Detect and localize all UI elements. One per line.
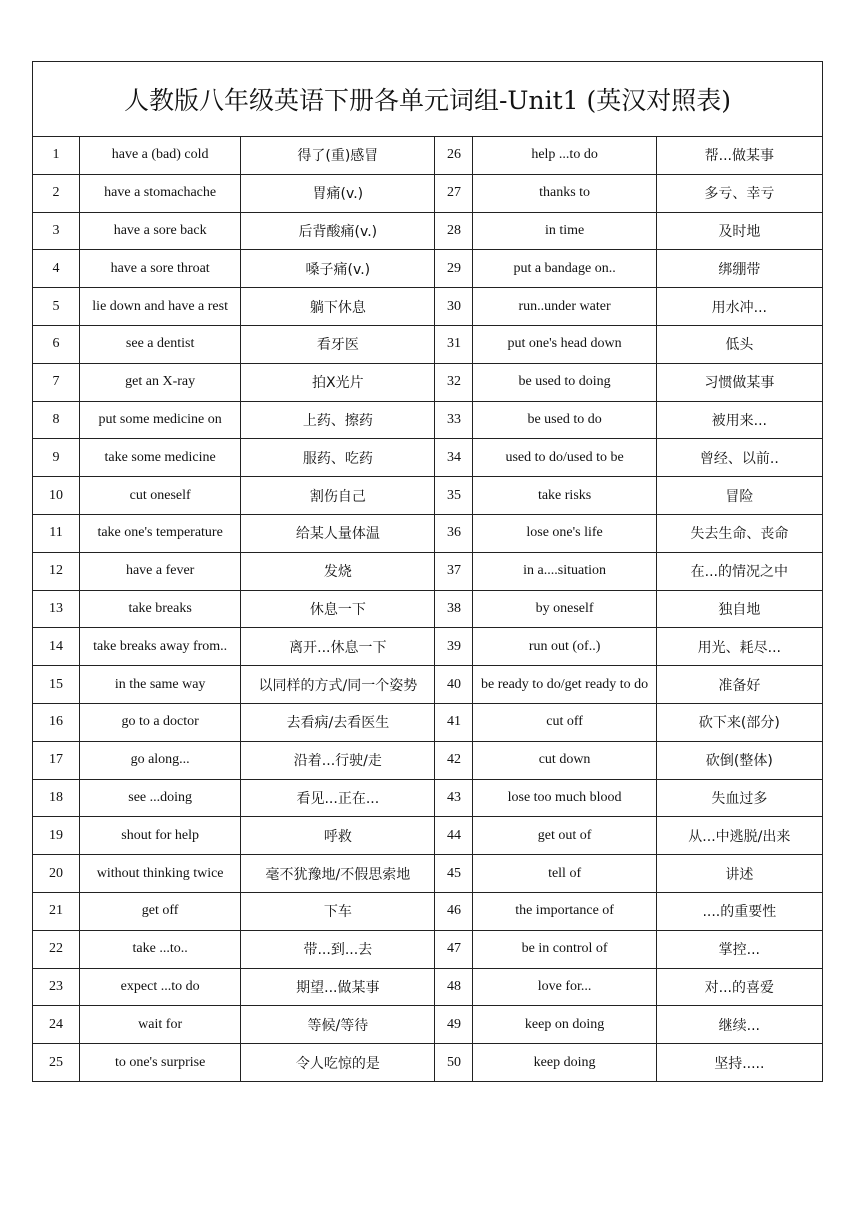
table-row bbox=[33, 212, 823, 250]
chinese-meaning-left: 下车 bbox=[241, 892, 435, 930]
row-number-left: 15 bbox=[33, 666, 80, 704]
english-phrase-right: by oneself bbox=[473, 590, 656, 628]
table-row bbox=[33, 401, 823, 439]
table-row bbox=[33, 174, 823, 212]
english-phrase-right: keep doing bbox=[473, 1044, 656, 1082]
english-phrase-right: get out of bbox=[473, 817, 656, 855]
english-phrase-left: wait for bbox=[80, 1006, 241, 1044]
chinese-meaning-right: 砍倒(整体) bbox=[656, 741, 822, 779]
english-phrase-right: lose one's life bbox=[473, 514, 656, 552]
table-row bbox=[33, 741, 823, 779]
english-phrase-right: run..under water bbox=[473, 288, 656, 326]
row-number-right: 33 bbox=[435, 401, 473, 439]
row-number-right: 40 bbox=[435, 666, 473, 704]
table-row bbox=[33, 666, 823, 704]
english-phrase-right: put one's head down bbox=[473, 325, 656, 363]
chinese-meaning-right: 用光、耗尽... bbox=[656, 628, 822, 666]
chinese-meaning-left: 沿着...行驶/走 bbox=[241, 741, 435, 779]
chinese-meaning-right: 在...的情况之中 bbox=[656, 552, 822, 590]
english-phrase-left: have a stomachache bbox=[80, 174, 241, 212]
chinese-meaning-right: 独自地 bbox=[656, 590, 822, 628]
row-number-left: 24 bbox=[33, 1006, 80, 1044]
english-phrase-right: thanks to bbox=[473, 174, 656, 212]
row-number-left: 10 bbox=[33, 477, 80, 515]
row-number-left: 23 bbox=[33, 968, 80, 1006]
row-number-right: 31 bbox=[435, 325, 473, 363]
row-number-left: 5 bbox=[33, 288, 80, 326]
english-phrase-right: run out (of..) bbox=[473, 628, 656, 666]
row-number-right: 49 bbox=[435, 1006, 473, 1044]
chinese-meaning-left: 令人吃惊的是 bbox=[241, 1044, 435, 1082]
chinese-meaning-left: 呼救 bbox=[241, 817, 435, 855]
english-phrase-right: love for... bbox=[473, 968, 656, 1006]
table-row bbox=[33, 779, 823, 817]
english-phrase-left: without thinking twice bbox=[80, 855, 241, 893]
chinese-meaning-right: 低头 bbox=[656, 325, 822, 363]
english-phrase-right: help ...to do bbox=[473, 137, 656, 175]
chinese-meaning-left: 期望...做某事 bbox=[241, 968, 435, 1006]
row-number-left: 11 bbox=[33, 514, 80, 552]
english-phrase-left: take ...to.. bbox=[80, 930, 241, 968]
english-phrase-right: be ready to do/get ready to do bbox=[473, 666, 656, 704]
chinese-meaning-right: 准备好 bbox=[656, 666, 822, 704]
chinese-meaning-left: 后背酸痛(v.) bbox=[241, 212, 435, 250]
english-phrase-left: go along... bbox=[80, 741, 241, 779]
row-number-right: 48 bbox=[435, 968, 473, 1006]
row-number-left: 19 bbox=[33, 817, 80, 855]
row-number-left: 13 bbox=[33, 590, 80, 628]
table-row bbox=[33, 855, 823, 893]
chinese-meaning-right: 从...中逃脱/出来 bbox=[656, 817, 822, 855]
chinese-meaning-left: 以同样的方式/同一个姿势 bbox=[241, 666, 435, 704]
english-phrase-left: take some medicine bbox=[80, 439, 241, 477]
english-phrase-right: cut down bbox=[473, 741, 656, 779]
table-row bbox=[33, 817, 823, 855]
page-title: 人教版八年级英语下册各单元词组-Unit1 (英汉对照表) bbox=[33, 62, 823, 137]
table-row bbox=[33, 439, 823, 477]
chinese-meaning-right: 被用来... bbox=[656, 401, 822, 439]
row-number-right: 43 bbox=[435, 779, 473, 817]
english-phrase-left: have a fever bbox=[80, 552, 241, 590]
chinese-meaning-right: 习惯做某事 bbox=[656, 363, 822, 401]
row-number-right: 32 bbox=[435, 363, 473, 401]
table-row bbox=[33, 477, 823, 515]
english-phrase-left: to one's surprise bbox=[80, 1044, 241, 1082]
chinese-meaning-right: 帮...做某事 bbox=[656, 137, 822, 175]
row-number-right: 35 bbox=[435, 477, 473, 515]
chinese-meaning-right: 掌控... bbox=[656, 930, 822, 968]
row-number-left: 22 bbox=[33, 930, 80, 968]
chinese-meaning-left: 躺下休息 bbox=[241, 288, 435, 326]
row-number-left: 4 bbox=[33, 250, 80, 288]
chinese-meaning-right: 继续... bbox=[656, 1006, 822, 1044]
english-phrase-right: the importance of bbox=[473, 892, 656, 930]
chinese-meaning-left: 看见...正在... bbox=[241, 779, 435, 817]
row-number-left: 6 bbox=[33, 325, 80, 363]
chinese-meaning-right: 砍下来(部分) bbox=[656, 703, 822, 741]
row-number-right: 47 bbox=[435, 930, 473, 968]
chinese-meaning-left: 等候/等待 bbox=[241, 1006, 435, 1044]
chinese-meaning-right: 对...的喜爱 bbox=[656, 968, 822, 1006]
table-row bbox=[33, 1044, 823, 1082]
row-number-right: 44 bbox=[435, 817, 473, 855]
english-phrase-right: put a bandage on.. bbox=[473, 250, 656, 288]
row-number-right: 39 bbox=[435, 628, 473, 666]
chinese-meaning-left: 嗓子痛(v.) bbox=[241, 250, 435, 288]
chinese-meaning-right: 失去生命、丧命 bbox=[656, 514, 822, 552]
row-number-left: 2 bbox=[33, 174, 80, 212]
english-phrase-left: have a (bad) cold bbox=[80, 137, 241, 175]
english-phrase-left: put some medicine on bbox=[80, 401, 241, 439]
chinese-meaning-right: 用水冲... bbox=[656, 288, 822, 326]
row-number-right: 34 bbox=[435, 439, 473, 477]
row-number-left: 20 bbox=[33, 855, 80, 893]
row-number-right: 36 bbox=[435, 514, 473, 552]
table-row bbox=[33, 628, 823, 666]
row-number-left: 25 bbox=[33, 1044, 80, 1082]
row-number-right: 30 bbox=[435, 288, 473, 326]
row-number-left: 12 bbox=[33, 552, 80, 590]
english-phrase-left: get an X-ray bbox=[80, 363, 241, 401]
chinese-meaning-right: ....的重要性 bbox=[656, 892, 822, 930]
chinese-meaning-left: 胃痛(v.) bbox=[241, 174, 435, 212]
english-phrase-left: in the same way bbox=[80, 666, 241, 704]
chinese-meaning-left: 割伤自己 bbox=[241, 477, 435, 515]
english-phrase-left: see a dentist bbox=[80, 325, 241, 363]
chinese-meaning-right: 讲述 bbox=[656, 855, 822, 893]
table-row bbox=[33, 137, 823, 175]
row-number-right: 41 bbox=[435, 703, 473, 741]
table-row bbox=[33, 363, 823, 401]
table-row bbox=[33, 514, 823, 552]
english-phrase-right: tell of bbox=[473, 855, 656, 893]
english-phrase-left: lie down and have a rest bbox=[80, 288, 241, 326]
row-number-right: 27 bbox=[435, 174, 473, 212]
english-phrase-left: take breaks bbox=[80, 590, 241, 628]
table-row bbox=[33, 552, 823, 590]
row-number-left: 18 bbox=[33, 779, 80, 817]
table-row bbox=[33, 288, 823, 326]
row-number-left: 7 bbox=[33, 363, 80, 401]
row-number-right: 38 bbox=[435, 590, 473, 628]
row-number-right: 46 bbox=[435, 892, 473, 930]
english-phrase-right: used to do/used to be bbox=[473, 439, 656, 477]
chinese-meaning-right: 坚持..... bbox=[656, 1044, 822, 1082]
english-phrase-left: shout for help bbox=[80, 817, 241, 855]
row-number-left: 8 bbox=[33, 401, 80, 439]
row-number-right: 45 bbox=[435, 855, 473, 893]
row-number-left: 3 bbox=[33, 212, 80, 250]
row-number-left: 16 bbox=[33, 703, 80, 741]
english-phrase-left: get off bbox=[80, 892, 241, 930]
english-phrase-left: see ...doing bbox=[80, 779, 241, 817]
chinese-meaning-left: 上药、擦药 bbox=[241, 401, 435, 439]
row-number-right: 37 bbox=[435, 552, 473, 590]
english-phrase-right: lose too much blood bbox=[473, 779, 656, 817]
english-phrase-left: have a sore back bbox=[80, 212, 241, 250]
chinese-meaning-left: 看牙医 bbox=[241, 325, 435, 363]
row-number-left: 21 bbox=[33, 892, 80, 930]
chinese-meaning-left: 发烧 bbox=[241, 552, 435, 590]
row-number-right: 50 bbox=[435, 1044, 473, 1082]
chinese-meaning-right: 多亏、幸亏 bbox=[656, 174, 822, 212]
english-phrase-right: in time bbox=[473, 212, 656, 250]
chinese-meaning-left: 带...到...去 bbox=[241, 930, 435, 968]
chinese-meaning-left: 得了(重)感冒 bbox=[241, 137, 435, 175]
chinese-meaning-left: 离开...休息一下 bbox=[241, 628, 435, 666]
chinese-meaning-left: 给某人量体温 bbox=[241, 514, 435, 552]
row-number-left: 9 bbox=[33, 439, 80, 477]
table-row bbox=[33, 968, 823, 1006]
english-phrase-right: be used to do bbox=[473, 401, 656, 439]
chinese-meaning-left: 去看病/去看医生 bbox=[241, 703, 435, 741]
english-phrase-left: go to a doctor bbox=[80, 703, 241, 741]
row-number-right: 28 bbox=[435, 212, 473, 250]
table-row bbox=[33, 703, 823, 741]
chinese-meaning-right: 及时地 bbox=[656, 212, 822, 250]
chinese-meaning-left: 拍X光片 bbox=[241, 363, 435, 401]
table-row bbox=[33, 250, 823, 288]
english-phrase-left: take breaks away from.. bbox=[80, 628, 241, 666]
row-number-right: 29 bbox=[435, 250, 473, 288]
english-phrase-right: be used to doing bbox=[473, 363, 656, 401]
english-phrase-right: be in control of bbox=[473, 930, 656, 968]
chinese-meaning-left: 服药、吃药 bbox=[241, 439, 435, 477]
english-phrase-left: expect ...to do bbox=[80, 968, 241, 1006]
table-row bbox=[33, 590, 823, 628]
phrase-table bbox=[32, 61, 823, 1082]
table-row bbox=[33, 930, 823, 968]
english-phrase-right: in a....situation bbox=[473, 552, 656, 590]
english-phrase-right: cut off bbox=[473, 703, 656, 741]
chinese-meaning-right: 绑绷带 bbox=[656, 250, 822, 288]
row-number-right: 42 bbox=[435, 741, 473, 779]
chinese-meaning-right: 失血过多 bbox=[656, 779, 822, 817]
table-row bbox=[33, 892, 823, 930]
english-phrase-right: take risks bbox=[473, 477, 656, 515]
row-number-left: 17 bbox=[33, 741, 80, 779]
english-phrase-left: have a sore throat bbox=[80, 250, 241, 288]
english-phrase-left: take one's temperature bbox=[80, 514, 241, 552]
chinese-meaning-right: 冒险 bbox=[656, 477, 822, 515]
chinese-meaning-left: 毫不犹豫地/不假思索地 bbox=[241, 855, 435, 893]
english-phrase-right: keep on doing bbox=[473, 1006, 656, 1044]
table-row bbox=[33, 325, 823, 363]
row-number-right: 26 bbox=[435, 137, 473, 175]
row-number-left: 14 bbox=[33, 628, 80, 666]
table-row bbox=[33, 1006, 823, 1044]
row-number-left: 1 bbox=[33, 137, 80, 175]
chinese-meaning-left: 休息一下 bbox=[241, 590, 435, 628]
chinese-meaning-right: 曾经、以前.. bbox=[656, 439, 822, 477]
english-phrase-left: cut oneself bbox=[80, 477, 241, 515]
